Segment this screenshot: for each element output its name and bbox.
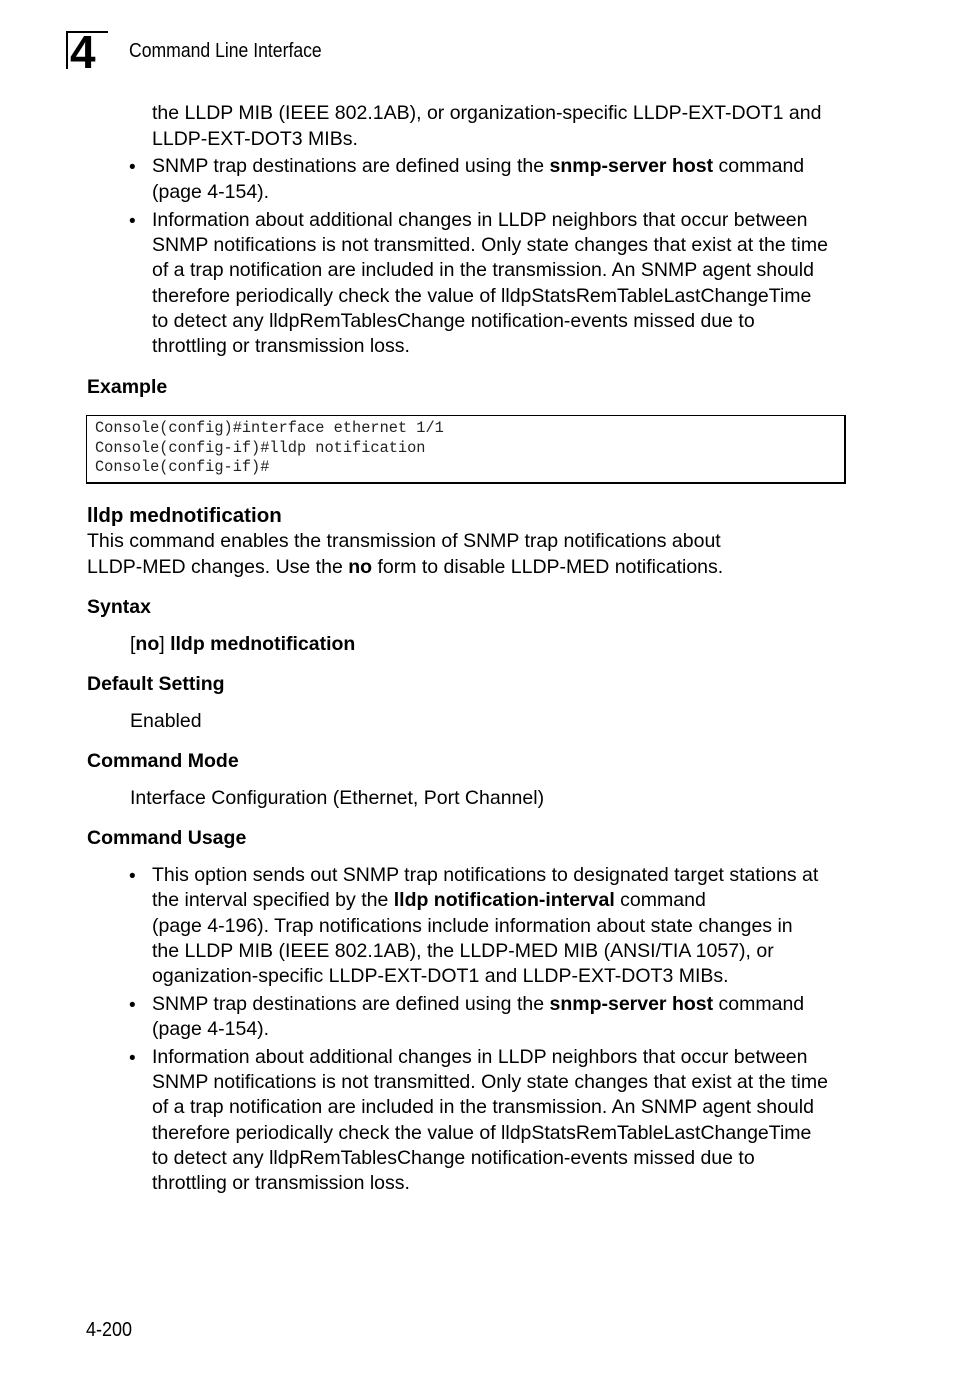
top-bullet-3-line-2: SNMP notifications is not transmitted. Only state changes that exist at the time (152, 234, 828, 256)
page-number: 4-200 (86, 1319, 133, 1341)
usage-bullet-3-line-5: to detect any lldpRemTablesChange notification-events missed due to (152, 1147, 755, 1169)
default-setting-value: Enabled (130, 710, 202, 732)
usage-bullet-3-line-2: SNMP notifications is not transmitted. Only state changes that exist at the time (152, 1071, 828, 1093)
bullet-marker: • (129, 995, 136, 1016)
snmp-server-host-term: snmp-server host (549, 993, 714, 1015)
command-description-line-2: LLDP-MED changes. Use the no form to disable LLDP-MED notifications. (87, 556, 724, 578)
command-description-line-1: This command enables the transmission of SNMP trap notifications about (87, 530, 721, 552)
syntax-no-keyword: no (135, 633, 160, 655)
chapter-number: 4 (70, 26, 95, 78)
chapter-tab-vertical-rule (66, 31, 68, 69)
command-usage-heading: Command Usage (87, 827, 247, 849)
usage-bullet-2-line-1: SNMP trap destinations are defined using the snmp-server host command (152, 993, 805, 1015)
top-bullet-3-line-3: of a trap notification are included in the transmission. An SNMP agent should (152, 259, 814, 281)
bullet-marker: • (129, 866, 136, 887)
usage-bullet-1-line-1: This option sends out SNMP trap notifications to designated target stations at (152, 864, 819, 886)
usage-bullet-1-line-3: (page 4-196). Trap notifications include information about state changes in (152, 915, 793, 937)
top-bullet-3-line-1: Information about additional changes in LLDP neighbors that occur between (152, 209, 808, 231)
syntax-command: lldp mednotification (170, 633, 356, 655)
usage-bullet-3-line-3: of a trap notification are included in the transmission. An SNMP agent should (152, 1096, 814, 1118)
usage-bullet-3-line-4: therefore periodically check the value of lldpStatsRemTableLastChangeTime (152, 1122, 812, 1144)
code-line-3: Console(config-if)# (95, 458, 270, 476)
top-bullet-3-line-5: to detect any lldpRemTablesChange notification-events missed due to (152, 310, 755, 332)
bullet-marker: • (129, 211, 136, 232)
usage-bullet-1-line-5: oganization-specific LLDP-EXT-DOT1 and LLDP-EXT-DOT3 MIBs. (152, 965, 729, 987)
bullet-marker: • (129, 1048, 136, 1069)
running-title: Command Line Interface (129, 40, 322, 62)
example-heading: Example (87, 376, 168, 398)
usage-bullet-2-line-2: (page 4-154). (152, 1018, 270, 1040)
snmp-server-host-term: snmp-server host (549, 155, 714, 177)
syntax-line: [no] lldp mednotification (130, 633, 356, 655)
command-title: lldp mednotification (87, 504, 282, 527)
code-line-1: Console(config)#interface ethernet 1/1 (95, 419, 444, 437)
continued-bullet-line-2: LLDP-EXT-DOT3 MIBs. (152, 128, 358, 150)
command-mode-heading: Command Mode (87, 750, 239, 772)
continued-bullet-line-1: the LLDP MIB (IEEE 802.1AB), or organization-specific LLDP-EXT-DOT1 and (152, 102, 822, 124)
code-line-2: Console(config-if)#lldp notification (95, 439, 426, 457)
top-bullet-3-line-6: throttling or transmission loss. (152, 335, 410, 357)
default-setting-heading: Default Setting (87, 673, 225, 695)
usage-bullet-1-line-2: the interval specified by the lldp notification-interval command (152, 889, 706, 911)
code-example-box (86, 415, 846, 484)
no-keyword: no (348, 556, 373, 578)
syntax-heading: Syntax (87, 596, 151, 618)
usage-bullet-1-line-4: the LLDP MIB (IEEE 802.1AB), the LLDP-MED MIB (ANSI/TIA 1057), or (152, 940, 774, 962)
usage-bullet-3-line-6: throttling or transmission loss. (152, 1172, 410, 1194)
lldp-notification-interval-term: lldp notification-interval (393, 889, 615, 911)
bullet-marker: • (129, 157, 136, 178)
top-bullet-2-line-2: (page 4-154). (152, 181, 270, 203)
top-bullet-2-line-1: SNMP trap destinations are defined using the snmp-server host command (152, 155, 805, 177)
top-bullet-3-line-4: therefore periodically check the value of lldpStatsRemTableLastChangeTime (152, 285, 812, 307)
command-mode-value: Interface Configuration (Ethernet, Port Channel) (130, 787, 545, 809)
usage-bullet-3-line-1: Information about additional changes in LLDP neighbors that occur between (152, 1046, 808, 1068)
